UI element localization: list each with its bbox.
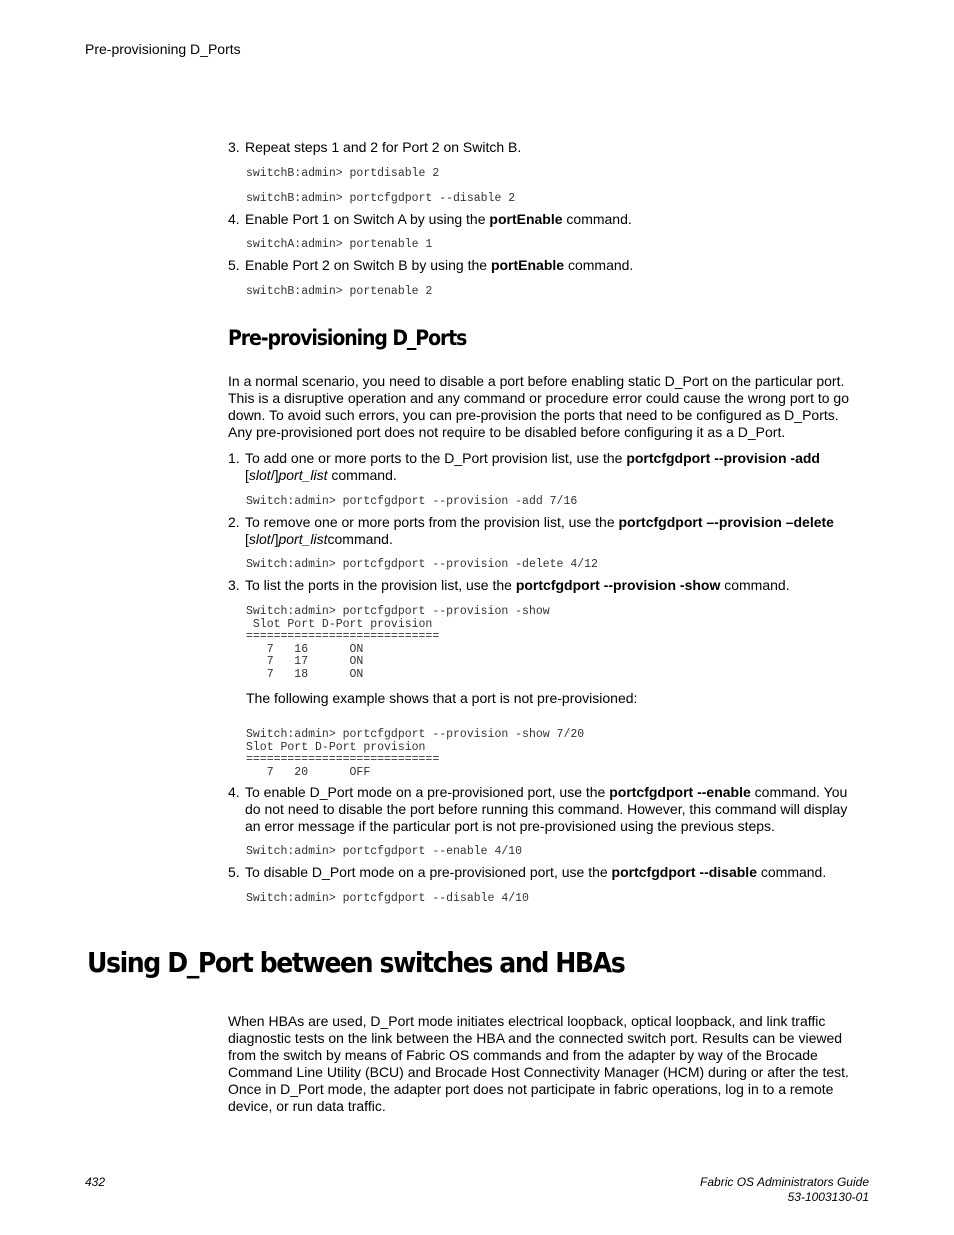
step-number: 3. (228, 139, 240, 155)
running-header: Pre-provisioning D_Ports (85, 41, 241, 57)
step-5 (228, 864, 858, 881)
step-3 (228, 577, 858, 594)
step-text: To add one or more ports to the D_Port provision list, use the portcfgdport --provision -add [slot/]port_list command. (245, 450, 820, 483)
chapter-heading: Using D_Port between switches and HBAs (87, 946, 625, 979)
step-number: 3. (228, 577, 240, 593)
section-heading: Pre-provisioning D_Ports (228, 326, 467, 350)
code-block: switchA:admin> portenable 1 (246, 238, 433, 251)
code-block: switchB:admin> portdisable 2 (246, 167, 440, 180)
section-intro: In a normal scenario, you need to disable a port before enabling static D_Port on the particular port. This is a disruptive operation and any command or procedure error could cause the wrong port to go down. To avoid such errors, you can pre-provision the ports that need to be configured as D_Ports. Any pre-provisioned port does not require to be disabled before configuring it as a D_Port. (228, 373, 850, 440)
step-text: To list the ports in the provision list, use the portcfgdport --provision -show command. (245, 577, 790, 593)
code-block: Switch:admin> portcfgdport --enable 4/10 (246, 845, 523, 858)
step-3-top (228, 139, 858, 156)
step-text: Enable Port 1 on Switch A by using the portEnable command. (245, 211, 632, 227)
footer-doc-info (700, 1175, 869, 1205)
example-note: The following example shows that a port is not pre-provisioned: (246, 690, 638, 706)
step-1 (228, 450, 858, 484)
code-block: Switch:admin> portcfgdport --provision -show 7/20 Slot Port D-Port provision ============================ 7 20 OFF (246, 728, 585, 779)
doc-number: 53-1003130-01 (787, 1190, 869, 1204)
step-4 (228, 784, 858, 835)
step-text: To enable D_Port mode on a pre-provisioned port, use the portcfgdport --enable command. You do not need to disable the port before running this command. However, this command will display an error message if the particular port is not pre-provisioned using the previous steps. (245, 784, 848, 834)
code-block: Switch:admin> portcfgdport --provision -show Slot Port D-Port provision ============================ 7 16 ON 7 17 ON 7 18 ON (246, 605, 550, 681)
code-block: Switch:admin> portcfgdport --disable 4/10 (246, 892, 529, 905)
step-number: 4. (228, 211, 240, 227)
step-number: 1. (228, 450, 240, 466)
step-number: 4. (228, 784, 240, 800)
step-4-top (228, 211, 858, 228)
page-number: 432 (85, 1175, 106, 1189)
step-text: Repeat steps 1 and 2 for Port 2 on Switch B. (245, 139, 522, 155)
code-block: Switch:admin> portcfgdport --provision -delete 4/12 (246, 558, 598, 571)
step-number: 5. (228, 864, 240, 880)
step-5-top (228, 257, 858, 274)
step-number: 2. (228, 514, 240, 530)
doc-title: Fabric OS Administrators Guide (700, 1175, 869, 1189)
step-text: Enable Port 2 on Switch B by using the portEnable command. (245, 257, 634, 273)
chapter-paragraph: When HBAs are used, D_Port mode initiates electrical loopback, optical loopback, and link traffic diagnostic tests on the link between the HBA and the connected switch port. Results can be viewed from the switch by means of Fabric OS commands and from the adapter by way of the Brocade Command Line Utility (BCU) and Brocade Host Connectivity Manager (HCM) during or after the test. Once in D_Port mode, the adapter port does not participate in fabric operations, log in to a remote device, or run data traffic. (228, 1013, 849, 1114)
code-block: switchB:admin> portcfgdport --disable 2 (246, 192, 516, 205)
step-number: 5. (228, 257, 240, 273)
code-block: switchB:admin> portenable 2 (246, 285, 433, 298)
code-block: Switch:admin> portcfgdport --provision -add 7/16 (246, 495, 578, 508)
step-2 (228, 514, 858, 548)
step-text: To disable D_Port mode on a pre-provisioned port, use the portcfgdport --disable command. (245, 864, 827, 880)
step-text: To remove one or more ports from the provision list, use the portcfgdport –-provision –delete [slot/]port_listcommand. (245, 514, 834, 547)
